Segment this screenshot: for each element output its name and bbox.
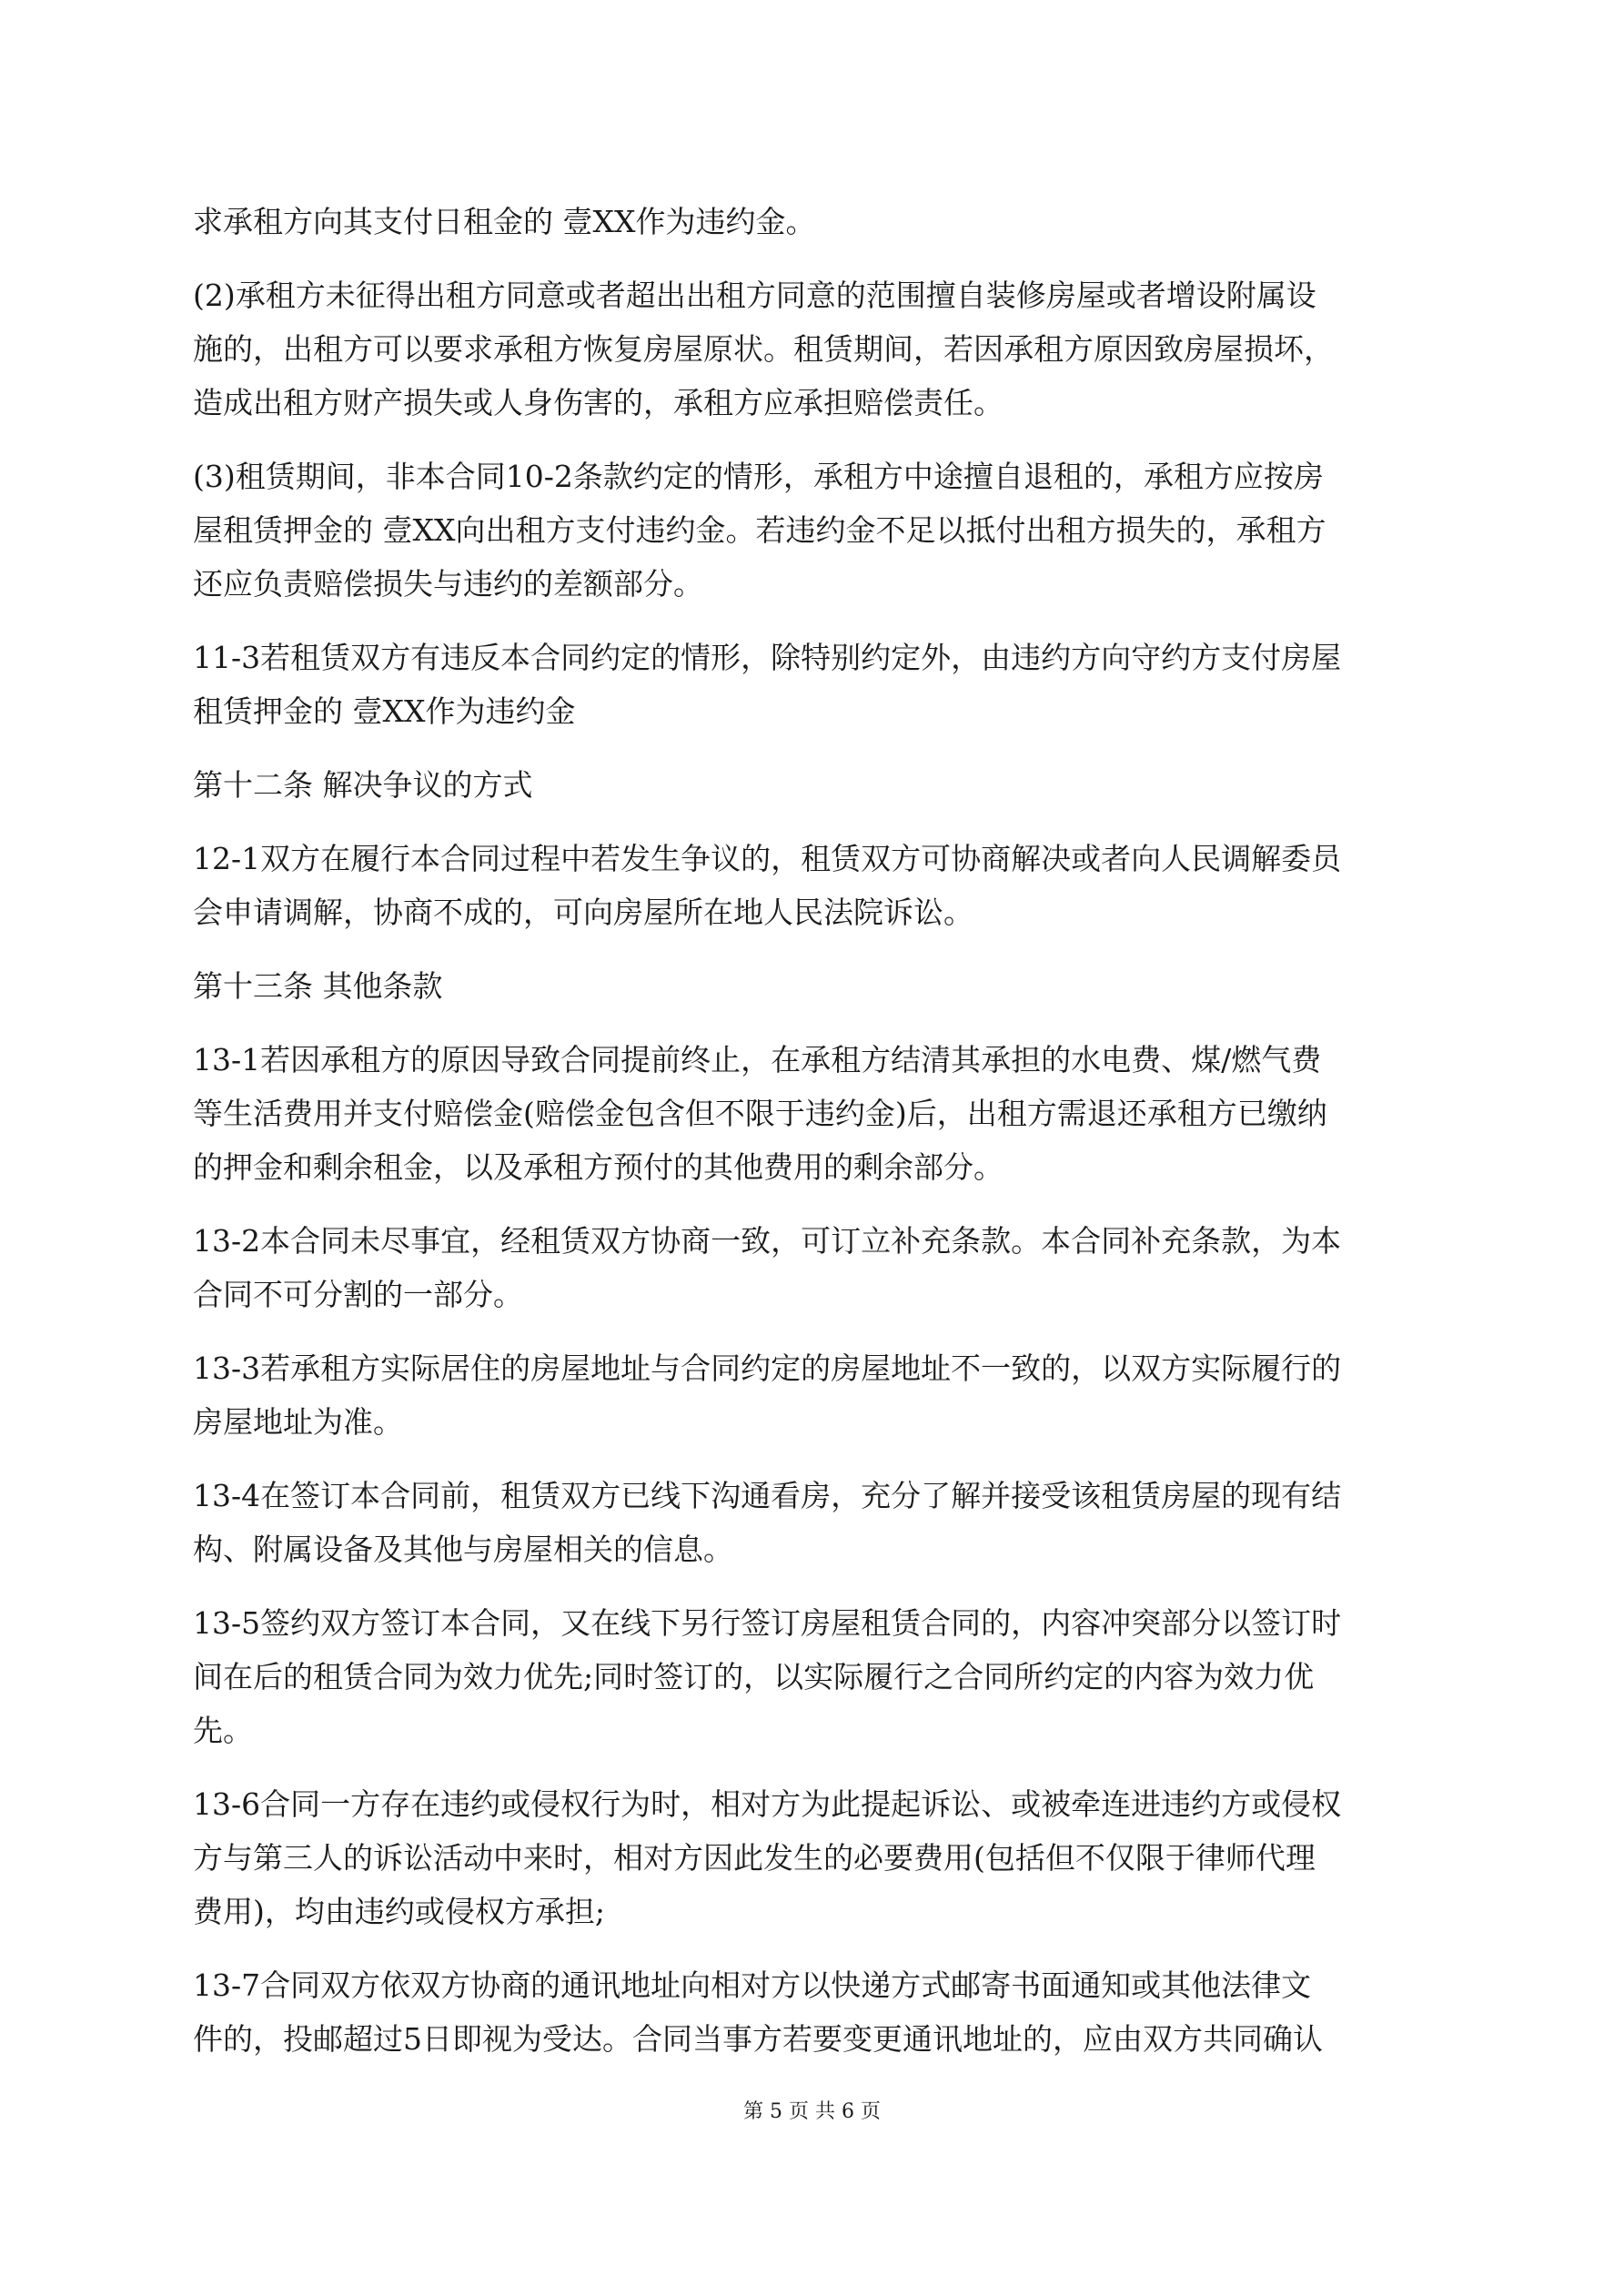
text-line: 13-1若因承租方的原因导致合同提前终止，在承租方结清其承担的水电费、煤/燃气费 [193, 1042, 1322, 1077]
text-line: 构、附属设备及其他与房屋相关的信息。 [193, 1532, 733, 1567]
paragraph-gap [193, 1013, 1439, 1033]
paragraph-gap [193, 1938, 1439, 1958]
text-line: 13-2本合同未尽事宜，经租赁双方协商一致，可订立补充条款。本合同补充条款，为本 [193, 1223, 1342, 1259]
text-line: 间在后的租赁合同为效力优先;同时签订的，以实际履行之合同所约定的内容为效力优 [193, 1659, 1315, 1694]
text-line: 11-3若租赁双方有违反本合同约定的情形，除特别约定外，由违约方向守约方支付房屋 [193, 640, 1342, 675]
text-line: 13-6合同一方存在违约或侵权行为时，相对方为此提起诉讼、或被牵连进违约方或侵权 [193, 1786, 1342, 1822]
paragraph-gap [193, 1194, 1439, 1214]
page-number: 第 5 页 共 6 页 [743, 2100, 881, 2123]
paragraph-gap [193, 812, 1439, 832]
text-line: 造成出租方财产损失或人身伤害的，承租方应承担赔偿责任。 [193, 385, 1004, 420]
text-line: 12-1双方在履行本合同过程中若发生争议的，租赁双方可协商解决或者向人民调解委员 [193, 841, 1342, 876]
text-line: 的押金和剩余租金，以及承租方预付的其他费用的剩余部分。 [193, 1149, 1004, 1185]
text-line: 费用)，均由违约或侵权方承担; [193, 1894, 605, 1929]
text-line: 13-7合同双方依双方协商的通讯地址向相对方以快递方式邮寄书面通知或其他法律文 [193, 1967, 1312, 2003]
text-line: 求承租方向其支付日租金的 壹XX作为违约金。 [193, 204, 816, 239]
paragraph-gap [193, 248, 1439, 268]
paragraph-gap [193, 1576, 1439, 1596]
text-line: 等生活费用并支付赔偿金(赔偿金包含但不限于违约金)后，出租方需退还承租方已缴纳 [193, 1096, 1327, 1131]
paragraph-gap [193, 1321, 1439, 1341]
text-line: 13-3若承租方实际居住的房屋地址与合同约定的房屋地址不一致的，以双方实际履行的 [193, 1350, 1342, 1386]
text-line: 会申请调解，协商不成的，可向房屋所在地人民法院诉讼。 [193, 895, 973, 930]
paragraph-gap [193, 430, 1439, 450]
text-line: 租赁押金的 壹XX作为违约金 [193, 693, 576, 729]
paragraph-gap [193, 1449, 1439, 1469]
text-line: 13-4在签订本合同前，租赁双方已线下沟通看房，充分了解并接受该租赁房屋的现有结 [193, 1478, 1342, 1513]
section-heading: 第十二条 解决争议的方式 [193, 767, 533, 803]
text-line: (3)租赁期间，非本合同10-2条款约定的情形，承租方中途擅自退租的，承租方应按房 [193, 459, 1324, 494]
document-body [193, 195, 1439, 2066]
text-line: (2)承租方未征得出租方同意或者超出出租方同意的范围擅自装修房屋或者增设附属设 [193, 278, 1316, 313]
text-line: 屋租赁押金的 壹XX向出租方支付违约金。若违约金不足以抵付出租方损失的，承租方 [193, 512, 1326, 548]
section-heading: 第十三条 其他条款 [193, 968, 443, 1004]
text-line: 件的，投邮超过5日即视为受达。合同当事方若要变更通讯地址的，应由双方共同确认 [193, 2021, 1323, 2057]
text-line: 方与第三人的诉讼活动中来时，相对方因此发生的必要费用(包括但不仅限于律师代理 [193, 1840, 1316, 1876]
paragraph-gap [193, 939, 1439, 959]
paragraph-gap [193, 1757, 1439, 1777]
text-line: 房屋地址为准。 [193, 1404, 403, 1440]
text-line: 13-5签约双方签订本合同，又在线下另行签订房屋租赁合同的，内容冲突部分以签订时 [193, 1605, 1342, 1641]
text-line: 合同不可分割的一部分。 [193, 1277, 523, 1312]
text-line: 先。 [193, 1713, 253, 1748]
text-line: 还应负责赔偿损失与违约的差额部分。 [193, 566, 703, 602]
paragraph-gap [193, 611, 1439, 631]
text-line: 施的，出租方可以要求承租方恢复房屋原状。租赁期间，若因承租方原因致房屋损坏， [193, 331, 1334, 367]
paragraph-gap [193, 738, 1439, 758]
